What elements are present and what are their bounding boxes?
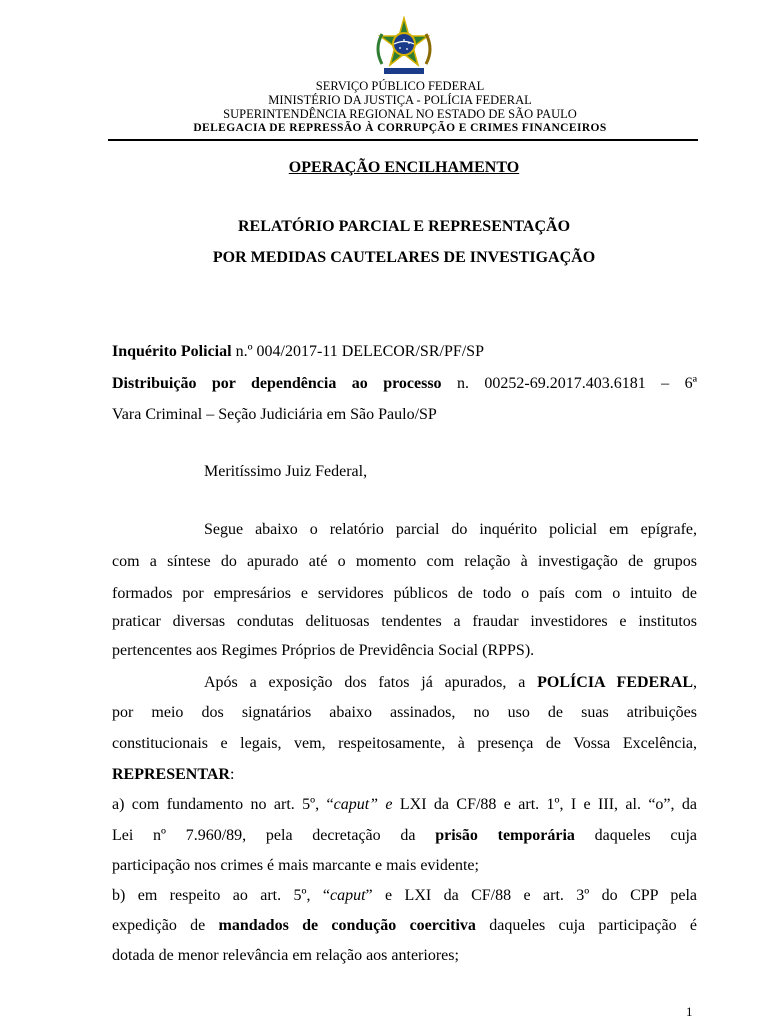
page-number: 1 — [686, 1004, 693, 1019]
inquerito-label: Inquérito Policial — [112, 343, 232, 360]
paragraph2-line4 — [112, 765, 697, 785]
item-a-line1 — [112, 795, 697, 815]
report-title-line1: RELATÓRIO PARCIAL E REPRESENTAÇÃO — [237, 218, 571, 235]
item-a-text1: a) com fundamento no art. 5º, “ — [112, 796, 334, 813]
header-line-superintendence: SUPERINTENDÊNCIA REGIONAL NO ESTADO DE SÃO PAULO — [223, 107, 577, 121]
paragraph2-line1 — [112, 673, 697, 693]
distribuicao-value: n. 00252-69.2017.403.6181 – 6ª — [441, 375, 697, 392]
item-b-caput: caput — [329, 887, 366, 904]
operation-title: OPERAÇÃO ENCILHAMENTO — [288, 159, 520, 176]
paragraph1-line5: pertencentes aos Regimes Próprios de Previdência Social (RPPS). — [112, 642, 535, 659]
paragraph1-line2: com a síntese do apurado até o momento com relação à investigação de grupos — [112, 553, 697, 570]
distribuicao-line2: Vara Criminal – Seção Judiciária em São Paulo/SP — [112, 406, 437, 423]
inquerito-line — [112, 342, 697, 362]
representar-text: REPRESENTAR — [112, 766, 230, 783]
policia-federal-text: POLÍCIA FEDERAL — [537, 674, 693, 691]
item-a-text4: daqueles cuja — [574, 827, 697, 844]
inquerito-value: n.º 004/2017-11 DELECOR/SR/PF/SP — [231, 343, 484, 360]
item-a-line3: participação nos crimes é mais marcante e mais evidente; — [112, 857, 479, 874]
distribuicao-label: Distribuição por dependência ao processo — [112, 375, 442, 392]
paragraph2-comma: , — [693, 674, 697, 691]
paragraph2-line3: constitucionais e legais, vem, respeitosamente, à presença de Vossa Excelência, — [112, 735, 697, 752]
item-b-text4: daqueles cuja participação é — [475, 917, 698, 934]
paragraph2-line2: por meio dos signatários abaixo assinados, no uso de suas atribuições — [112, 704, 697, 721]
representar-colon: : — [229, 766, 235, 783]
item-a-text2: LXI da CF/88 e art. 1º, I e III, al. “o”, da — [392, 796, 697, 813]
paragraph2-text: Após a exposição dos fatos já apurados, a — [204, 674, 538, 691]
item-b-line3: dotada de menor relevância em relação aos anteriores; — [112, 947, 459, 964]
item-b-line1 — [112, 886, 697, 906]
item-b-line2 — [112, 916, 697, 936]
item-b-text1: b) em respeito ao art. 5º, “ — [112, 887, 330, 904]
header-divider — [108, 139, 698, 141]
item-a-line2 — [112, 826, 697, 846]
conducao-coercitiva-text: mandados de condução coercitiva — [218, 917, 476, 934]
header-line-delegacia: DELEGACIA DE REPRESSÃO À CORRUPÇÃO E CRIMES FINANCEIROS — [193, 122, 607, 134]
salutation: Meritíssimo Juiz Federal, — [204, 463, 368, 480]
item-a-text3: Lei nº 7.960/89, pela decretação da — [112, 827, 436, 844]
paragraph1-line1: Segue abaixo o relatório parcial do inquérito policial em epígrafe, — [204, 521, 697, 538]
distribuicao-line — [112, 374, 697, 394]
header-line-service: SERVIÇO PÚBLICO FEDERAL — [315, 79, 485, 93]
item-b-text2: ” e LXI da CF/88 e art. 3º do CPP pela — [365, 887, 698, 904]
coat-of-arms-icon — [371, 16, 437, 78]
paragraph1-line4: praticar diversas condutas delituosas tendentes a fraudar investidores e institutos — [112, 613, 697, 630]
item-b-text3: expedição de — [112, 917, 219, 934]
item-a-caput: caput” e — [333, 796, 393, 813]
header-line-ministry: MINISTÉRIO DA JUSTIÇA - POLÍCIA FEDERAL — [268, 93, 532, 107]
report-title-line2: POR MEDIDAS CAUTELARES DE INVESTIGAÇÃO — [212, 249, 596, 266]
prisao-temporaria-text: prisão temporária — [435, 827, 575, 844]
paragraph1-line3: formados por empresários e servidores públicos de todo o país com o intuito de — [112, 585, 697, 602]
